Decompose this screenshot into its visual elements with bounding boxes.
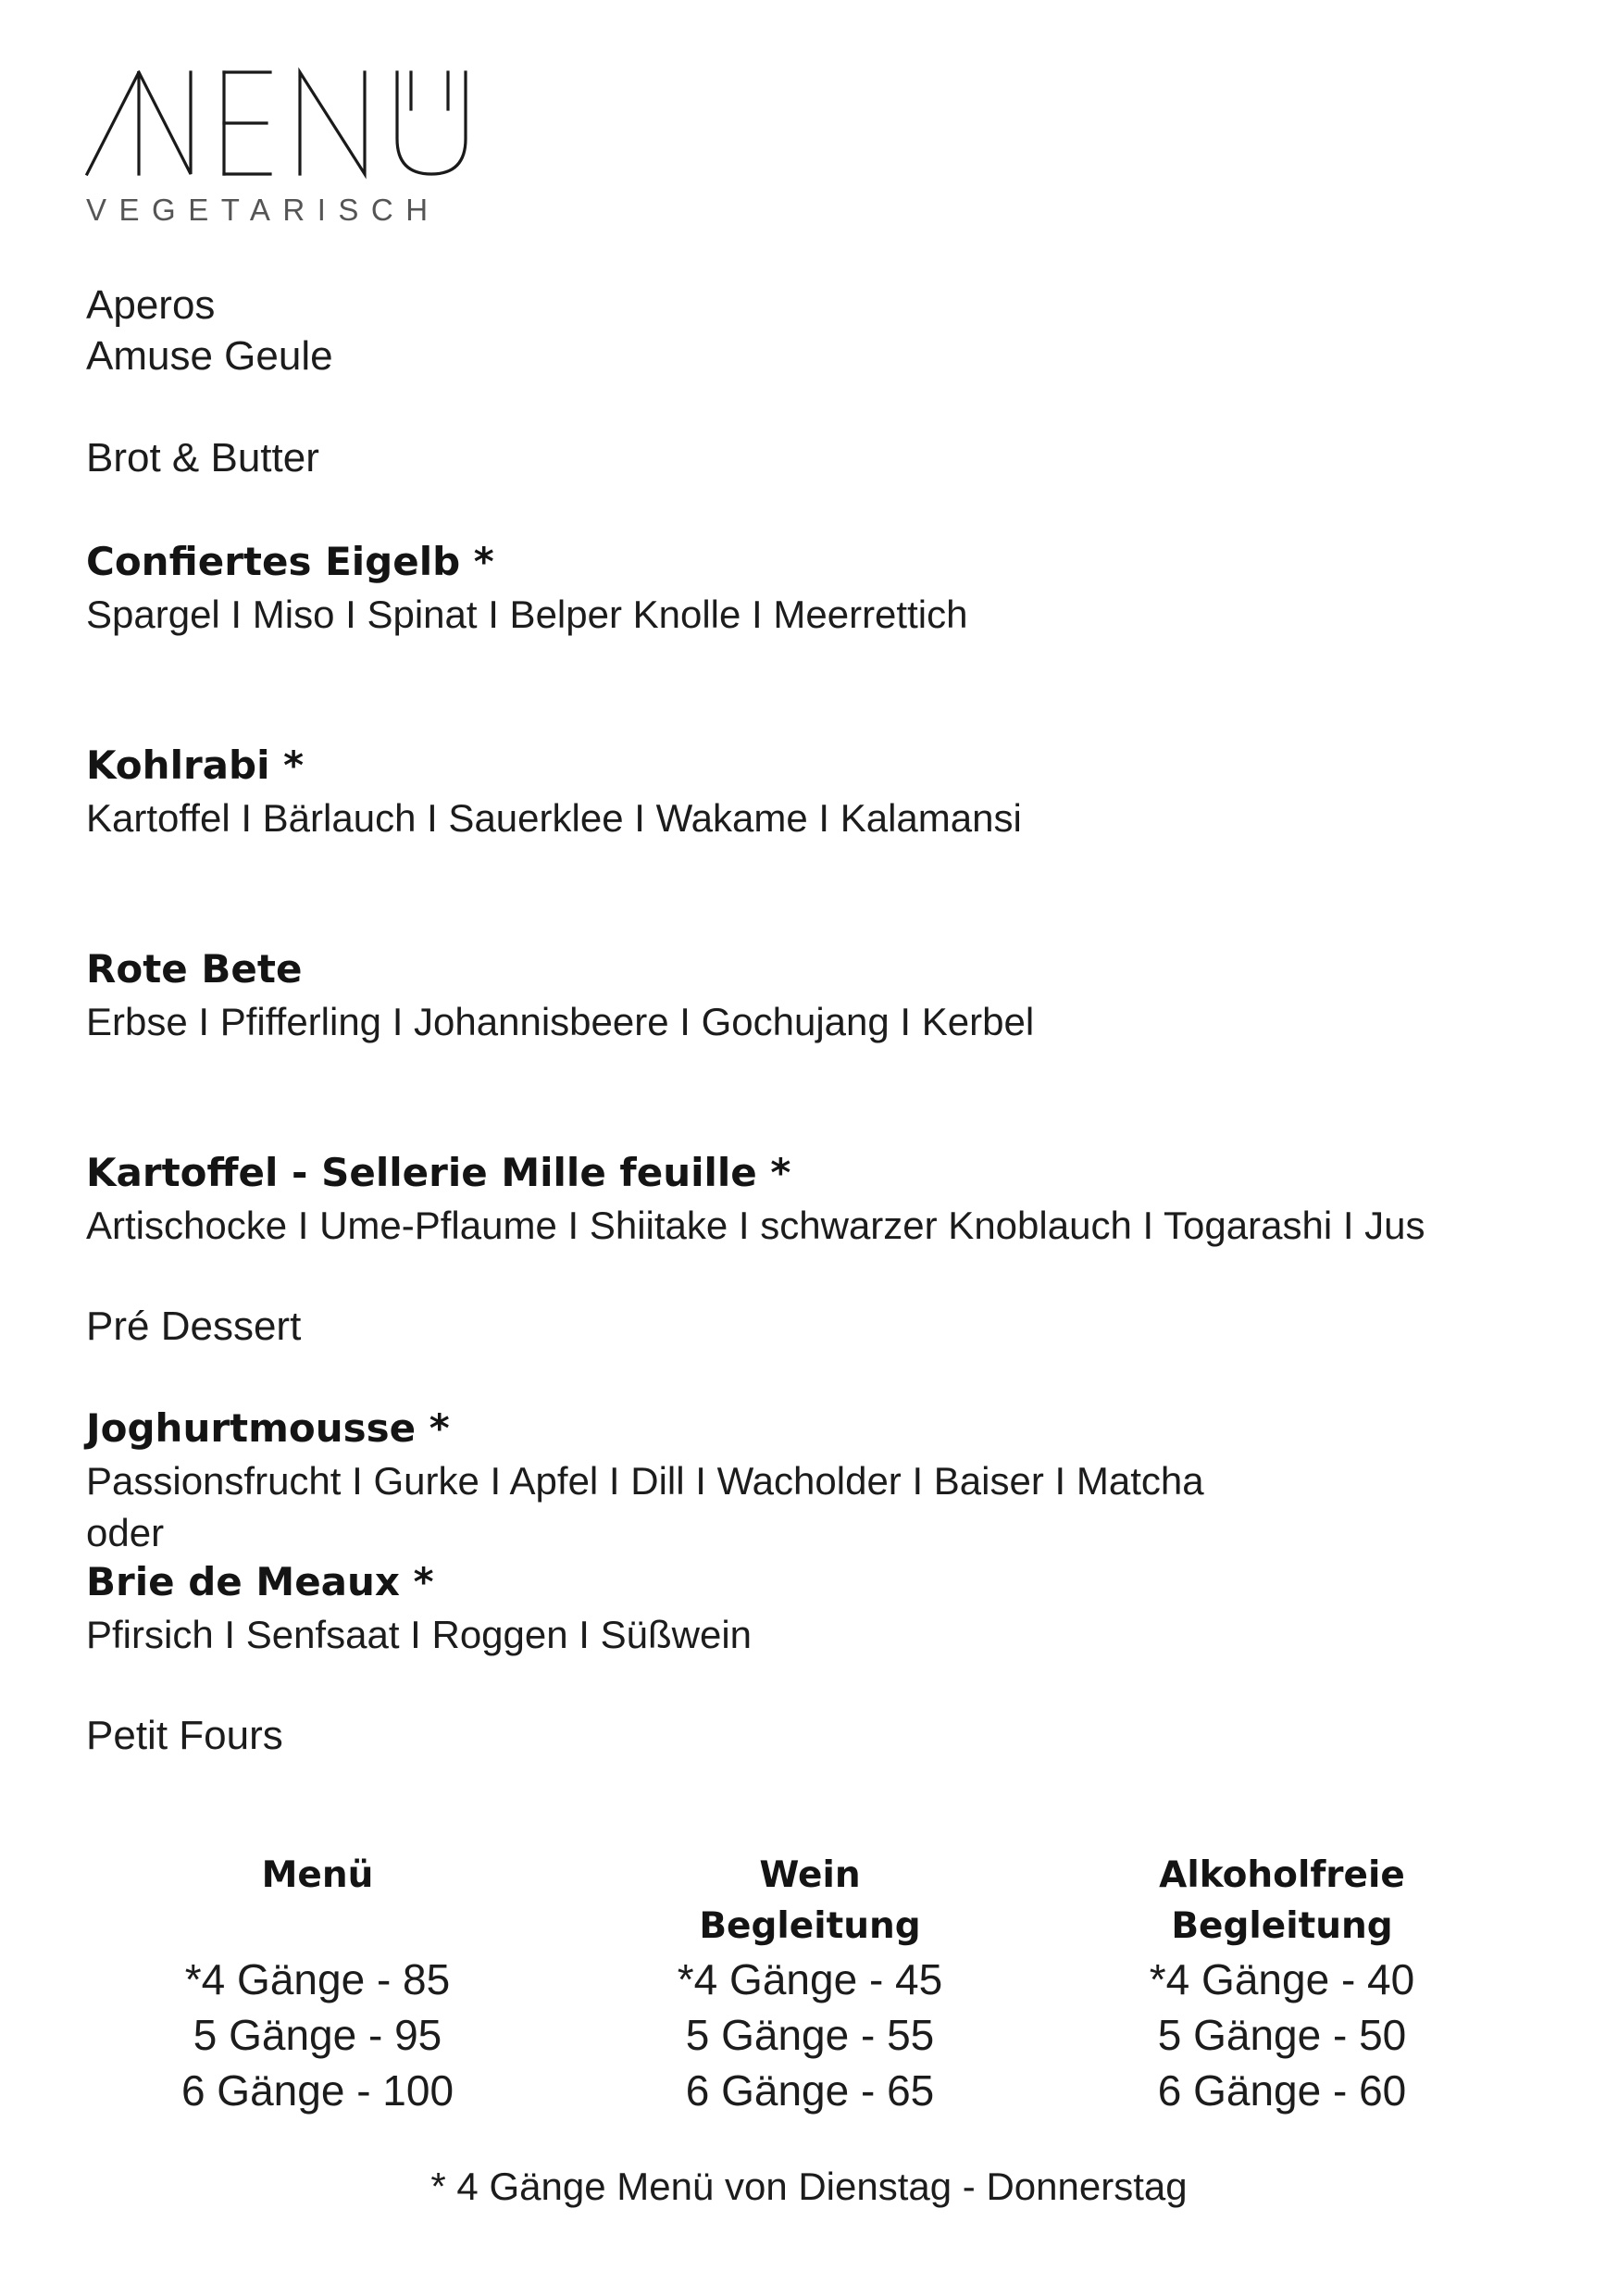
- price-column-heading: Alkoholfreie Begleitung: [1159, 1854, 1405, 1947]
- intro-aperos: Aperos: [86, 282, 216, 328]
- course-description: Erbse I Pfifferling I Johannisbeere I Gochujang I Kerbel: [86, 1000, 1035, 1043]
- dessert-title: Brie de Meaux *: [86, 1559, 434, 1604]
- price-row: *4 Gänge - 45: [677, 1955, 943, 2003]
- footnote: * 4 Gänge Menü von Dienstag - Donnerstag: [430, 2165, 1188, 2208]
- price-row: 6 Gänge - 100: [180, 2066, 454, 2115]
- price-row: *4 Gänge - 40: [1149, 1955, 1415, 2003]
- price-column-heading: Menü: [261, 1854, 374, 1896]
- price-row: 6 Gänge - 60: [1157, 2066, 1407, 2115]
- price-row: 5 Gänge - 55: [685, 2011, 935, 2059]
- price-row: 6 Gänge - 65: [685, 2066, 935, 2115]
- course-title: Confiertes Eigelb *: [86, 539, 494, 584]
- course-title: Kartoffel - Sellerie Mille feuille *: [86, 1150, 791, 1195]
- course-title: Rote Bete: [86, 946, 303, 992]
- price-column-menu: [123, 1850, 512, 2118]
- dessert-description: Passionsfrucht I Gurke I Apfel I Dill I Wacholder I Baiser I Matcha: [86, 1459, 1204, 1503]
- price-row: *4 Gänge - 85: [184, 1955, 451, 2003]
- price-column-nonalcoholic: [1088, 1850, 1476, 2118]
- dessert-description: Pfirsich I Senfsaat I Roggen I Süßwein: [86, 1613, 753, 1656]
- price-row: 5 Gänge - 95: [193, 2011, 442, 2059]
- course-title: Kohlrabi *: [86, 742, 305, 788]
- dessert-title: Joghurtmousse *: [86, 1405, 450, 1451]
- price-column-wine: [616, 1850, 1004, 2118]
- menu-subtitle: VEGETARISCH: [86, 193, 441, 227]
- course-description: Artischocke I Ume-Pflaume I Shiitake I schwarzer Knoblauch I Togarashi I Jus: [86, 1204, 1425, 1247]
- price-row: 5 Gänge - 50: [1157, 2011, 1407, 2059]
- intro-brot-butter: Brot & Butter: [86, 435, 319, 480]
- dessert-connector: oder: [86, 1511, 165, 1554]
- menu-logo: [85, 65, 483, 185]
- pre-dessert: Pré Dessert: [86, 1304, 302, 1349]
- course-description: Spargel I Miso I Spinat I Belper Knolle I Meerrettich: [86, 593, 968, 636]
- petit-fours: Petit Fours: [86, 1713, 283, 1758]
- intro-amuse-geule: Amuse Geule: [86, 333, 333, 379]
- price-column-heading: Wein Begleitung: [699, 1854, 921, 1947]
- course-description: Kartoffel I Bärlauch I Sauerklee I Wakame I Kalamansi: [86, 796, 1022, 840]
